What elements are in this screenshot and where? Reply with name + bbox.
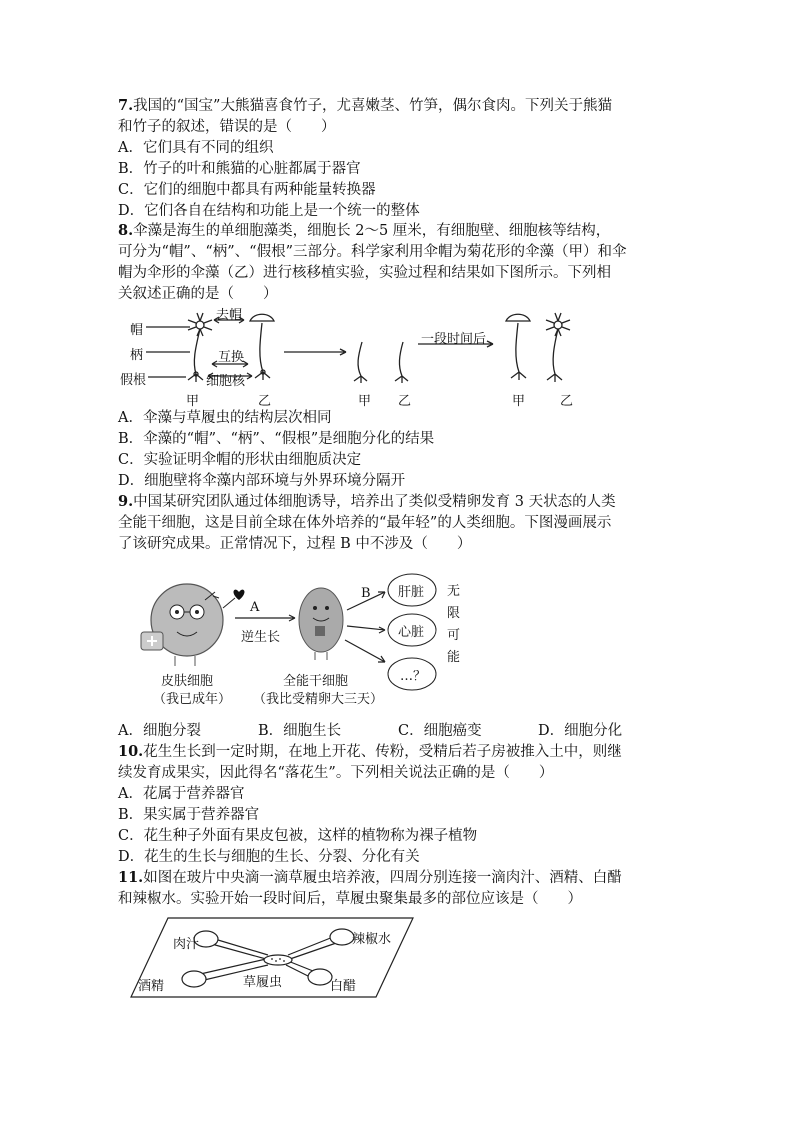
- q9-option-d: D．细胞分化: [538, 723, 623, 739]
- q7-stem-line1: [118, 96, 612, 116]
- q10-number: 10.: [118, 743, 144, 760]
- label-nucleus: 细胞核: [206, 374, 246, 389]
- q11-number: 11.: [118, 869, 144, 886]
- label-heart: 心脏: [398, 625, 425, 640]
- label-stem-note: （我比受精卵大三天）: [253, 692, 384, 707]
- pepper-drop: [330, 929, 354, 945]
- q7-option-d: D．它们各自在结构和功能上是一个统一的整体: [118, 203, 420, 219]
- label-yi-2: 乙: [398, 394, 412, 409]
- q11-stem-text1: 如图在玻片中央滴一滴草履虫培养液，四周分别连接一滴肉汁、酒精、白醋: [143, 870, 622, 886]
- q8-stem-line2: 可分为“帽”、“柄”、“假根”三部分。科学家利用伞帽为菊花形的伞藻（甲）和伞: [118, 244, 627, 260]
- q9-option-c: C．细胞癌变: [398, 723, 482, 739]
- alga-stalks-icon: [354, 342, 408, 383]
- label-paramecium: 草履虫: [243, 975, 283, 990]
- q10-option-b: B．果实属于营养器官: [118, 807, 260, 823]
- label-yi-1: 乙: [258, 394, 272, 409]
- label-vinegar: 白醋: [330, 979, 357, 994]
- label-unlimited-1: 无: [447, 584, 461, 599]
- q10-stem-text1: 花生生长到一定时期，在地上开花、传粉，受精后若子房被推入土中，则继: [143, 744, 622, 760]
- label-liver: 肝脏: [398, 585, 425, 600]
- q9-stem-line2: 全能干细胞，这是目前全球在体外培养的“最年轻”的人类细胞。下图漫画展示: [118, 515, 612, 531]
- skin-cell-cartoon-icon: [141, 584, 244, 666]
- q7-option-b: B．竹子的叶和熊猫的心脏都属于器官: [118, 161, 361, 177]
- q11-stem-line1: [118, 868, 622, 888]
- alga-result-umbrella-cap-icon: [506, 314, 530, 380]
- q8-number: 8.: [118, 222, 134, 239]
- q9-number: 9.: [118, 493, 134, 510]
- q7-option-c: C．它们的细胞中都具有两种能量转换器: [118, 182, 376, 198]
- q8-stem-line4: 关叙述正确的是（ ）: [118, 286, 278, 302]
- label-yi-3: 乙: [560, 394, 574, 409]
- label-swap: 互换: [218, 350, 245, 365]
- label-remove-cap: 去帽: [216, 308, 243, 323]
- label-cap: 帽: [130, 323, 144, 338]
- alga-result-flower-cap-icon: [546, 313, 570, 382]
- q10-option-d: D．花生的生长与细胞的生长、分裂、分化有关: [118, 849, 420, 865]
- center-drop: [264, 955, 292, 965]
- label-reverse-growth: 逆生长: [241, 630, 281, 645]
- alga-yi-umbrella-cap-icon: [250, 314, 274, 380]
- label-arrow-b: B: [361, 586, 371, 601]
- stem-cell-figure: [135, 570, 475, 710]
- label-unknown: …？: [400, 669, 427, 684]
- label-jia-3: 甲: [512, 394, 526, 409]
- label-jia-1: 甲: [186, 394, 200, 409]
- label-skin-note: （我已成年）: [153, 692, 232, 707]
- q10-option-c: C．花生种子外面有果皮包被，这样的植物称为裸子植物: [118, 828, 478, 844]
- slide-figure: [128, 915, 418, 1000]
- q10-stem-line1: [118, 742, 622, 762]
- label-unlimited-4: 能: [447, 650, 461, 665]
- label-stalk: 柄: [130, 348, 144, 363]
- label-meat-juice: 肉汁: [173, 937, 200, 952]
- q11-stem-line2: 和辣椒水。实验开始一段时间后，草履虫聚集最多的部位应该是（ ）: [118, 891, 582, 907]
- label-stem-cell: 全能干细胞: [283, 674, 349, 689]
- q7-option-a: A．它们具有不同的组织: [118, 140, 274, 156]
- label-skin-cell: 皮肤细胞: [161, 674, 214, 689]
- q7-stem-line2: 和竹子的叙述，错误的是（ ）: [118, 119, 336, 135]
- q8-option-d: D．细胞壁将伞藻内部环境与外界环境分隔开: [118, 473, 406, 489]
- label-pepper-water: 辣椒水: [352, 932, 392, 947]
- q7-number: 7.: [118, 97, 134, 114]
- q8-stem-line3: 帽为伞形的伞藻（乙）进行核移植实验，实验过程和结果如下图所示。下列相: [118, 265, 611, 281]
- alcohol-drop: [182, 971, 206, 987]
- label-unlimited-3: 可: [447, 628, 461, 643]
- q8-option-a: A．伞藻与草履虫的结构层次相同: [118, 410, 332, 426]
- q8-stem-text1: 伞藻是海生的单细胞藻类，细胞长 2～5 厘米，有细胞壁、细胞核等结构，: [133, 223, 611, 239]
- stem-cell-cartoon-icon: [299, 588, 343, 660]
- label-arrow-a: A: [250, 600, 260, 615]
- label-rhizoid: 假根: [120, 373, 147, 388]
- q8-option-c: C．实验证明伞帽的形状由细胞质决定: [118, 452, 362, 468]
- q9-stem-line3: 了该研究成果。正常情况下，过程 B 中不涉及（ ）: [118, 536, 472, 552]
- q10-stem-line2: 续发育成果实，因此得名“落花生”。下列相关说法正确的是（ ）: [118, 765, 554, 781]
- q7-stem-text1: 我国的“国宝”大熊猫喜食竹子，尤喜嫩茎、竹笋，偶尔食肉。下列关于熊猫: [133, 98, 612, 114]
- label-unlimited-2: 限: [447, 606, 461, 621]
- label-after-time: 一段时间后: [421, 332, 487, 347]
- q9-stem-line1: [118, 492, 616, 512]
- q8-option-b: B．伞藻的“帽”、“柄”、“假根”是细胞分化的结果: [118, 431, 435, 447]
- q10-option-a: A．花属于营养器官: [118, 786, 245, 802]
- q9-stem-text1: 中国某研究团队通过体细胞诱导，培养出了类似受精卵发育 3 天状态的人类: [133, 494, 616, 510]
- label-jia-2: 甲: [358, 394, 372, 409]
- vinegar-drop: [308, 969, 332, 985]
- umbrella-alga-figure: [118, 306, 598, 410]
- q8-stem-line1: [118, 221, 610, 241]
- label-alcohol: 酒精: [138, 979, 165, 994]
- q9-options: [118, 721, 622, 741]
- q9-option-b: B．细胞生长: [258, 723, 342, 739]
- q9-option-a: A．细胞分裂: [118, 723, 201, 739]
